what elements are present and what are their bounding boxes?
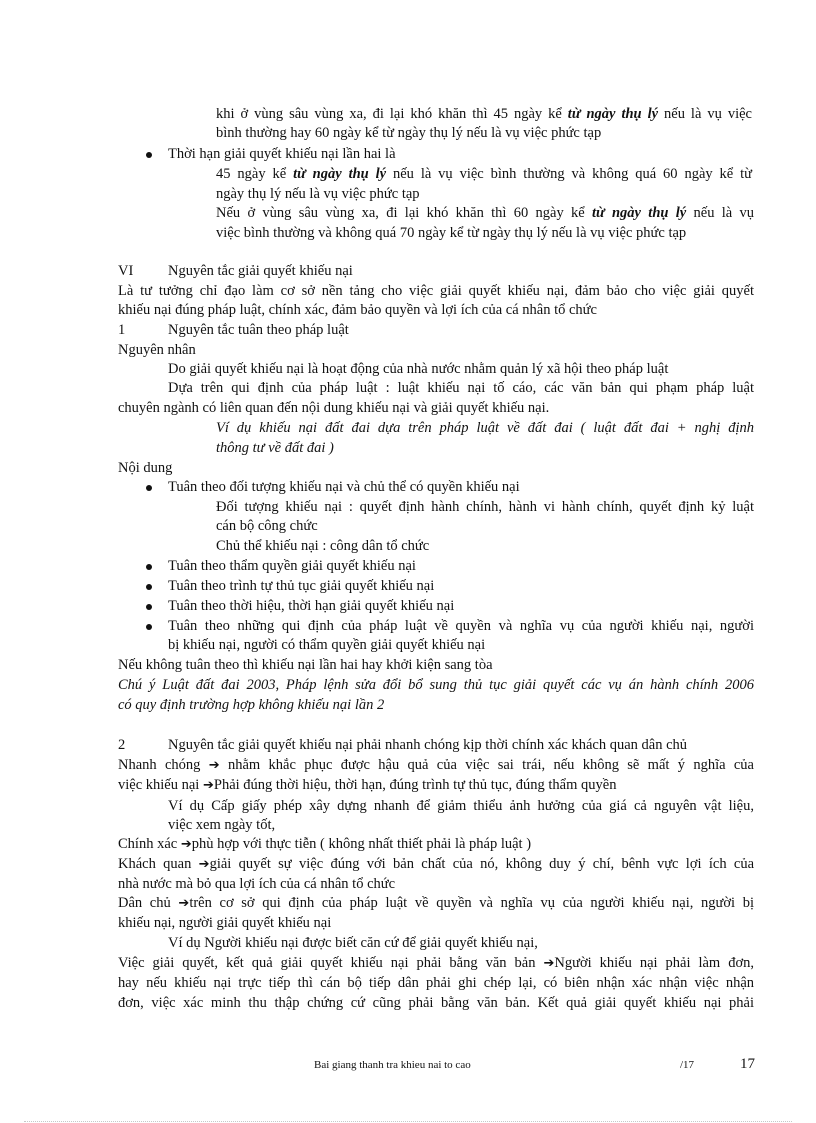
bullet-icon <box>146 604 152 610</box>
arrow-icon: ➔ <box>208 758 220 773</box>
text-span: Nếu ở vùng sâu vùng xa, đi lại khó khăn thì 60 ngày kể <box>216 205 592 221</box>
paragraph-line: khiếu nại đúng pháp luật, chính xác, đảm bảo quyền và lợi ích của cá nhân tổ chức <box>118 302 597 318</box>
subsection-number: 1 <box>118 322 126 338</box>
bullet-icon <box>146 564 152 570</box>
text-span: Khách quan <box>118 856 199 872</box>
bullet-icon <box>146 624 152 630</box>
text-line: hay nếu khiếu nại trực tiếp thì cán bộ tiếp dân phải ghi chép lại, có biên nhận xác nhận việc nhận <box>118 975 754 991</box>
bullet-item: Tuân theo những qui định của pháp luật về quyền và nghĩa vụ của người khiếu nại, người <box>168 618 754 634</box>
text-line: bình thường hay 60 ngày kể từ ngày thụ lý nếu là vụ việc phức tạp <box>216 125 602 141</box>
text-line: nhà nước mà bỏ qua lợi ích của cá nhân tổ chức <box>118 876 396 892</box>
text-span: việc khiếu nại <box>118 777 203 793</box>
text-line <box>118 756 754 775</box>
emphasis-text: từ ngày thụ lý <box>567 106 659 122</box>
text-span: Việc giải quyết, kết quả giải quyết khiếu nại phải bằng văn bản <box>118 955 544 971</box>
text-line <box>118 855 754 874</box>
text-line: Chủ thể khiếu nại : công dân tổ chức <box>216 538 430 554</box>
page-divider <box>24 1121 792 1122</box>
text-span: 45 ngày kể <box>216 166 294 182</box>
label-text: Nội dung <box>118 460 173 476</box>
arrow-icon: ➔ <box>198 857 210 872</box>
bullet-item: Thời hạn giải quyết khiếu nại lần hai là <box>168 146 396 162</box>
example-line: Ví dụ Cấp giấy phép xây dựng nhanh để giảm thiểu ảnh hưởng của giá cả nguyên vật liệu, <box>168 798 754 814</box>
text-span: phù hợp với thực tiễn ( không nhất thiết phải là pháp luật ) <box>191 836 532 852</box>
bullet-item: Tuân theo thẩm quyền giải quyết khiếu nại <box>168 558 416 574</box>
label-text: Nguyên nhân <box>118 342 196 358</box>
bullet-icon <box>146 485 152 491</box>
footer-page-count: /17 <box>680 1059 695 1071</box>
bullet-icon <box>146 152 152 158</box>
text-line: đơn, việc xác minh thu thập chứng cứ cũng phải bằng văn bản. Kết quả giải quyết khiếu nại phải <box>118 995 754 1011</box>
note-line: Chú ý Luật đất đai 2003, Pháp lệnh sửa đổi bổ sung thủ tục giải quyết các vụ án hành chính 2006 <box>118 677 754 693</box>
text-line <box>118 954 754 973</box>
text-span: nếu là vụ việc <box>658 106 752 122</box>
text-line: việc bình thường và không quá 70 ngày kể từ ngày thụ lý nếu là vụ việc phức tạp <box>216 225 687 241</box>
text-span: Người khiếu nại phải làm đơn, <box>554 955 754 971</box>
text-line <box>118 894 754 913</box>
subsection-title: Nguyên tắc tuân theo pháp luật <box>168 322 349 338</box>
paragraph-line: Nếu không tuân theo thì khiếu nại lần hai hay khởi kiện sang tòa <box>118 657 493 673</box>
example-line: Ví dụ Người khiếu nại được biết căn cứ để giải quyết khiếu nại, <box>168 935 538 951</box>
subsection-number: 2 <box>118 737 126 753</box>
text-line: Do giải quyết khiếu nại là hoạt động của nhà nước nhằm quản lý xã hội theo pháp luật <box>168 361 669 377</box>
footer-title: Bai giang thanh tra khieu nai to cao <box>314 1059 471 1071</box>
bullet-item: Tuân theo đối tượng khiếu nại và chủ thể có quyền khiếu nại <box>168 479 520 495</box>
text-span: Phải đúng thời hiệu, thời hạn, đúng trình tự thủ tục, đúng thẩm quyền <box>213 777 617 793</box>
note-line: có quy định trường hợp không khiếu nại lần 2 <box>118 697 385 713</box>
text-span: Nhanh chóng <box>118 757 209 773</box>
page-number: 17 <box>740 1056 755 1072</box>
text-line: Dựa trên qui định của pháp luật : luật khiếu nại tố cáo, các văn bản qui phạm pháp luật <box>168 380 754 396</box>
text-line <box>216 165 752 184</box>
text-span: Chính xác <box>118 836 181 852</box>
text-line: khiếu nại, người giải quyết khiếu nại <box>118 915 332 931</box>
emphasis-text: từ ngày thụ lý <box>293 166 387 182</box>
bullet-item: Tuân theo thời hiệu, thời hạn giải quyết khiếu nại <box>168 598 455 614</box>
bullet-icon <box>146 584 152 590</box>
text-line <box>216 105 752 124</box>
example-line: thông tư về đất đai ) <box>216 440 334 456</box>
text-line: chuyên ngành có liên quan đến nội dung khiếu nại và giải quyết khiếu nại. <box>118 400 550 416</box>
section-title: Nguyên tắc giải quyết khiếu nại <box>168 263 353 279</box>
text-span: nếu là vụ <box>686 205 755 221</box>
paragraph-line: Là tư tưởng chỉ đạo làm cơ sở nền tảng cho việc giải quyết khiếu nại, đảm bảo cho việc giải quyết <box>118 283 754 299</box>
text-span: nếu là vụ việc bình thường và không quá 60 ngày kể từ <box>386 166 753 182</box>
text-span: Dân chủ <box>118 895 179 911</box>
text-span: trên cơ sở qui định của pháp luật về quyền và nghĩa vụ của người khiếu nại, người bị <box>189 895 754 911</box>
text-line <box>118 835 531 854</box>
subsection-title: Nguyên tắc giải quyết khiếu nại phải nhanh chóng kịp thời chính xác khách quan dân chủ <box>168 737 688 753</box>
text-line: Đối tượng khiếu nại : quyết định hành chính, hành vi hành chính, quyết định kỷ luật <box>216 499 754 515</box>
text-span: nhằm khắc phục được hậu quả của việc sai trái, nếu không sẽ mất ý nghĩa của <box>219 757 754 773</box>
arrow-icon: ➔ <box>178 896 190 911</box>
emphasis-text: từ ngày thụ lý <box>591 205 687 221</box>
text-line <box>118 776 616 795</box>
section-number: VI <box>118 263 134 279</box>
text-line: bị khiếu nại, người có thẩm quyền giải quyết khiếu nại <box>168 637 486 653</box>
bullet-item: Tuân theo trình tự thủ tục giải quyết khiếu nại <box>168 578 435 594</box>
text-line: ngày thụ lý nếu là vụ việc phức tạp <box>216 186 420 202</box>
text-span: giải quyết sự việc đúng với bản chất của nó, không duy ý chí, bênh vực lợi ích của <box>209 856 754 872</box>
arrow-icon: ➔ <box>543 956 555 971</box>
example-line: Ví dụ khiếu nại đất đai dựa trên pháp luật về đất đai ( luật đất đai + nghị định <box>216 420 754 436</box>
arrow-icon: ➔ <box>202 778 214 793</box>
text-line: cán bộ công chức <box>216 518 318 534</box>
arrow-icon: ➔ <box>180 837 192 852</box>
example-line: việc xem ngày tốt, <box>168 817 276 833</box>
text-span: khi ở vùng sâu vùng xa, đi lại khó khăn thì 45 ngày kể <box>216 106 568 122</box>
text-line <box>216 204 754 223</box>
